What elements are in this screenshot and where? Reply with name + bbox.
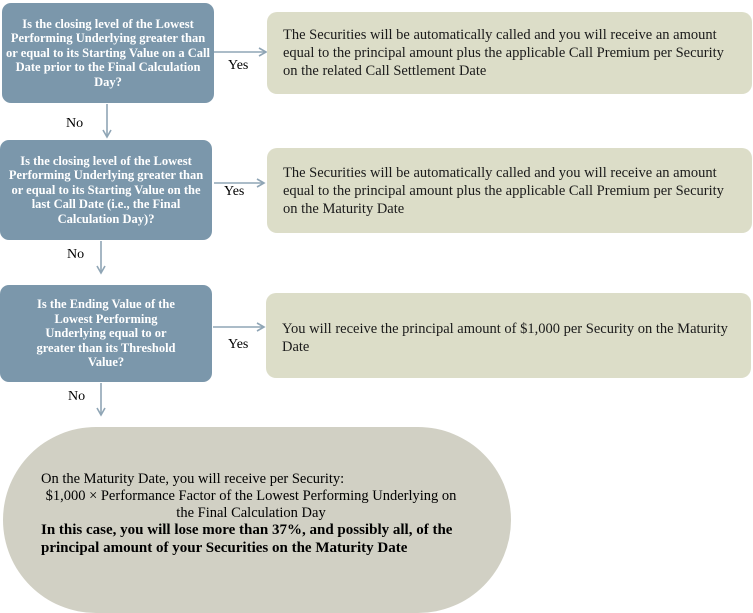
question-2-text: Is the closing level of the Lowest Performing Underlying greater than or equal to its Starting Value on the last Call Date (i.e., the Final Calculation Day)?: [8, 153, 204, 226]
question-box-3: [0, 285, 212, 382]
no-label-2: No: [67, 247, 85, 262]
final-outcome-box: [3, 427, 511, 613]
outcome-3-text: You will receive the principal amount of $1,000 per Security on the Maturity Date: [282, 321, 728, 355]
final-formula: $1,000 × Performance Factor of the Lowest Performing Underlying on the Final Calculation Day: [45, 488, 457, 521]
final-warning: In this case, you will lose more than 37%, and possibly all, of the principal amount of your Securities on the Maturity Date: [41, 522, 453, 556]
no-label-3: No: [68, 389, 86, 404]
outcome-1-text: The Securities will be automatically called and you will receive an amount equal to the principal amount plus the applicable Call Premium per Security on the related Call Settlement Date: [283, 27, 724, 79]
outcome-box-1: [267, 12, 752, 94]
question-box-1: [2, 3, 214, 103]
question-1-text: Is the closing level of the Lowest Performing Underlying greater than or equal to its Starting Value on a Call Date prior to the Final Calculation Day?: [6, 16, 210, 89]
question-3-text: Is the Ending Value of the Lowest Performing Underlying equal to or greater than its Threshold Value?: [36, 297, 176, 370]
question-box-2: [0, 140, 212, 240]
yes-label-2: Yes: [224, 184, 245, 199]
no-label-1: No: [66, 116, 84, 131]
outcome-box-3: [266, 293, 751, 378]
yes-label-3: Yes: [228, 337, 249, 352]
final-intro: On the Maturity Date, you will receive per Security:: [41, 471, 345, 487]
yes-label-1: Yes: [228, 58, 249, 73]
outcome-box-2: [267, 148, 752, 233]
outcome-2-text: The Securities will be automatically called and you will receive an amount equal to the principal amount plus the applicable Call Premium per Security on the Maturity Date: [283, 164, 724, 217]
